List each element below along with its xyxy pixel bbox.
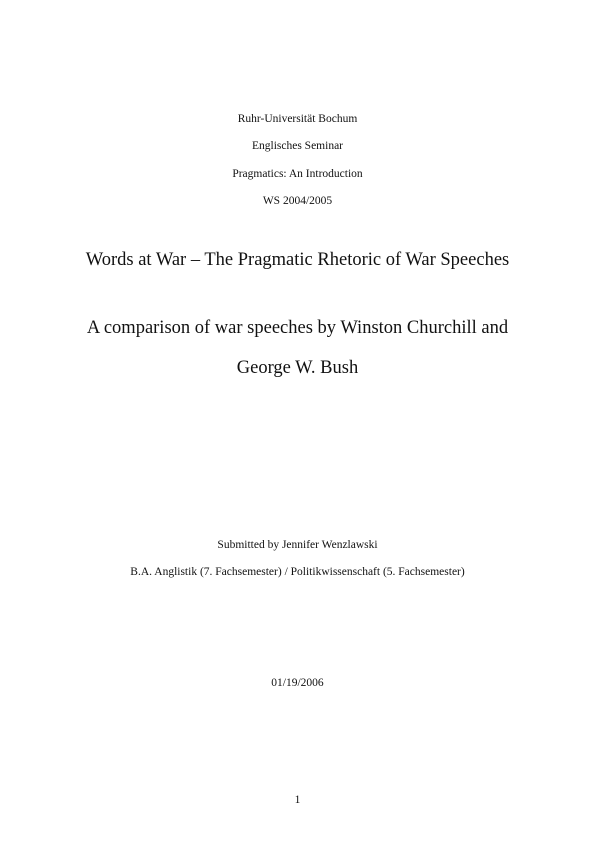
university-name: Ruhr-Universität Bochum [237,113,358,125]
page-number: 1 [294,794,301,806]
semester: WS 2004/2005 [262,195,333,207]
course-name: Pragmatics: An Introduction [232,168,363,180]
study-program: B.A. Anglistik (7. Fachsemester) / Politikwissenschaft (5. Fachsemester) [130,566,465,578]
subtitle-line-1: A comparison of war speeches by Winston Churchill and [86,318,509,338]
submission-date: 01/19/2006 [271,677,324,689]
department-name: Englisches Seminar [251,140,344,152]
subtitle-line-2: George W. Bush [236,358,359,378]
submitted-by: Submitted by Jennifer Wenzlawski [217,539,378,551]
document-title: Words at War – The Pragmatic Rhetoric of War Speeches [85,250,510,270]
